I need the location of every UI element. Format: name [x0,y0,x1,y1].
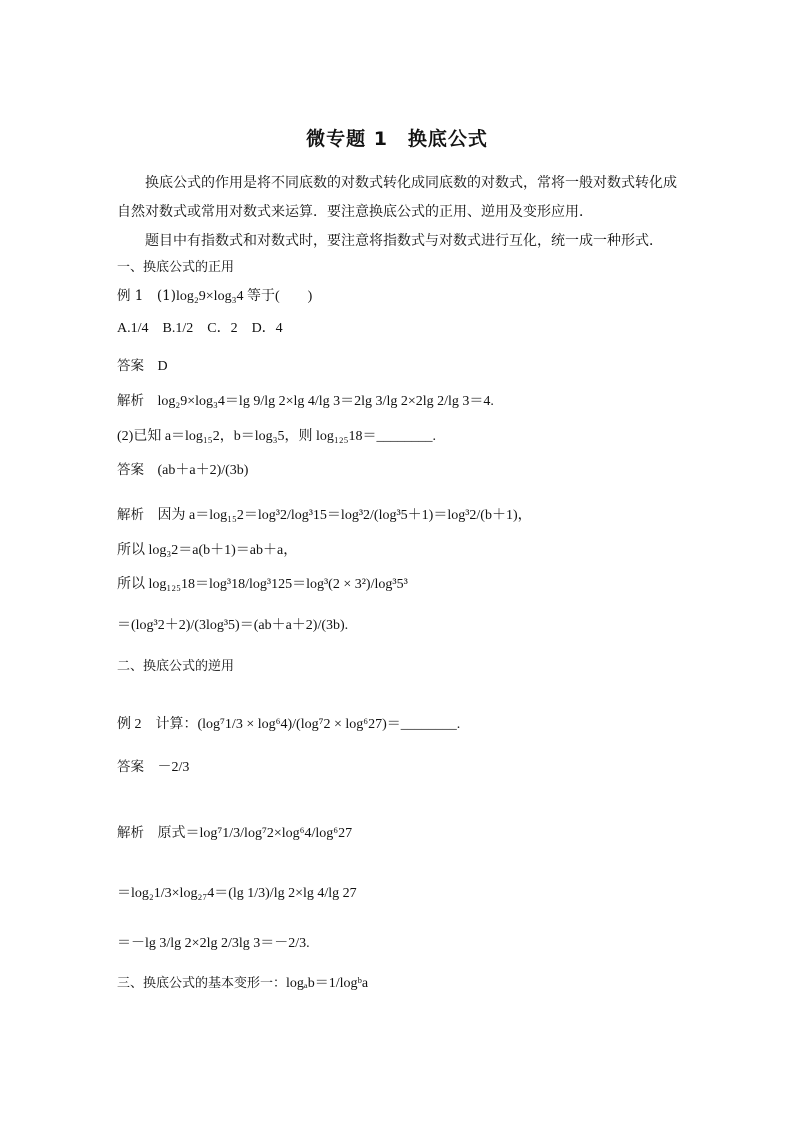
example-1-choices: A.1/4 B.1/2 C．2 D．4 [117,321,283,336]
section-2-heading: 二、换底公式的逆用 [117,659,235,674]
section-3-heading [117,972,368,992]
page-title: 微专题 1 换底公式 [306,128,488,150]
answer-label: 答案 [117,462,144,478]
example-2-solution-a [117,821,352,842]
analysis-label: 解析 [117,507,144,523]
intro-paragraph-1: 换底公式的作用是将不同底数的对数式转化成同底数的对数式，常将一般对数式转化成自然对数式或常用对数式来运算．要注意换底公式的正用、逆用及变形应用． [117,175,677,220]
example-1-solution [117,389,494,410]
answer-label: 答案 [117,358,144,374]
example-1-part-2: (2)已知 a＝log₁₅2，b＝log₃5，则 log₁₂₅18＝________. [117,429,436,444]
example-1-expression: log₂9×log₃4 等于( ) [176,289,313,304]
example-1-part-2-answer [117,458,248,479]
solution-line: 因为 a＝log₁₅2＝log³2/log³15＝log³2/(log³5＋1)＝log³2/(b＋1)， [157,508,532,523]
solution-line: ＝(log³2＋2)/(3log³5)＝(ab＋a＋2)/(3b). [117,618,349,633]
answer-value: D [157,359,168,374]
answer-label: 答案 [117,759,144,775]
example-2-answer [117,755,189,776]
answer-value: (ab＋a＋2)/(3b) [157,463,249,478]
answer-value: －2/3 [157,760,190,775]
section-3-formula: logₐb＝1/logᵇa [286,976,369,991]
analysis-label: 解析 [117,393,144,409]
example-1-part-2-solution-a [117,503,532,524]
intro-paragraph-2: 题目中有指数式和对数式时，要注意将指数式与对数式进行互化，统一成一种形式． [145,233,663,249]
solution-expression: log₂9×log₃4＝lg 9/lg 2×lg 4/lg 3＝2lg 3/lg 2×2lg 2/lg 3＝4. [157,394,494,409]
example-2-question: 例 2 计算：(log⁷1/3 × log⁶4)/(log⁷2 × log⁶27)＝________. [117,717,461,732]
example-1-answer [117,354,168,375]
example-1-question [117,284,312,305]
solution-line: 所以 log₃2＝a(b＋1)＝ab＋a， [117,543,298,558]
analysis-label: 解析 [117,825,144,841]
solution-line: 原式＝log⁷1/3/log⁷2×log⁶4/log⁶27 [157,826,353,841]
example-1-label: 例 1 (1) [117,288,177,304]
solution-line: ＝－lg 3/lg 2×2lg 2/3lg 3＝－2/3. [117,936,310,951]
section-3-heading-text: 三、换底公式的基本变形一： [117,976,287,991]
solution-line: 所以 log₁₂₅18＝log³18/log³125＝log³(2 × 3²)/log³5³ [117,577,408,592]
solution-line: ＝log₂1/3×log₂₇4＝(lg 1/3)/lg 2×lg 4/lg 27 [117,886,357,901]
section-1-heading: 一、换底公式的正用 [117,260,235,275]
